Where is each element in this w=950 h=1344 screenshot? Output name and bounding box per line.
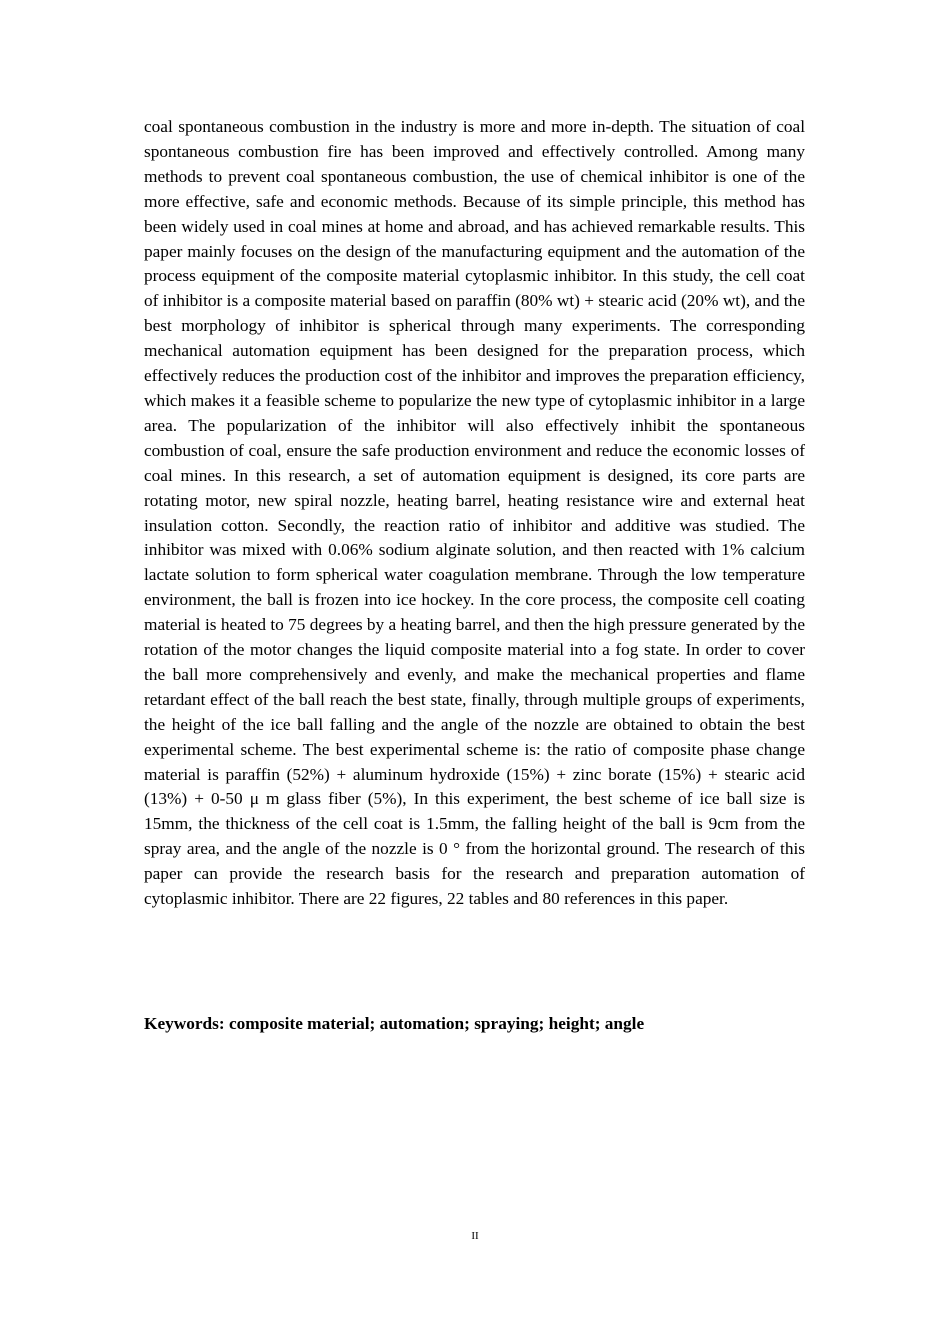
abstract-paragraph: coal spontaneous combustion in the industry is more and more in-depth. The situation of coal spontaneous combustion fire has been improved and effectively controlled. Among many methods to prevent coal spontaneous combustion, the use of chemical inhibitor is one of the more effective, safe and economic methods. Because of its simple principle, this method has been widely used in coal mines at home and abroad, and has achieved remarkable results. This paper mainly focuses on the design of the manufacturing equipment and the automation of the process equipment of the composite material cytoplasmic inhibitor. In this study, the cell coat of inhibitor is a composite material based on paraffin (80% wt) + stearic acid (20% wt), and the best morphology of inhibitor is spherical through many experiments. The corresponding mechanical automation equipment has been designed for the preparation process, which effectively reduces the production cost of the inhibitor and improves the preparation efficiency, which makes it a feasible scheme to popularize the new type of cytoplasmic inhibitor in a large area. The popularization of the inhibitor will also effectively inhibit the spontaneous combustion of coal, ensure the safe production environment and reduce the economic losses of coal mines. In this research, a set of automation equipment is designed, its core parts are rotating motor, new spiral nozzle, heating barrel, heating resistance wire and external heat insulation cotton. Secondly, the reaction ratio of inhibitor and additive was studied. The inhibitor was mixed with 0.06% sodium alginate solution, and then reacted with 1% calcium lactate solution to form spherical water coagulation membrane. Through the low temperature environment, the ball is frozen into ice hockey. In the core process, the composite cell coating material is heated to 75 degrees by a heating barrel, and then the high pressure generated by the rotation of the motor changes the liquid composite material into a fog state. In order to cover the ball more comprehensively and evenly, and make the mechanical properties and flame retardant effect of the ball reach the best state, finally, through multiple groups of experiments, the height of the ice ball falling and the angle of the nozzle are obtained to obtain the best experimental scheme. The best experimental scheme is: the ratio of composite phase change material is paraffin (52%) + aluminum hydroxide (15%) + zinc borate (15%) + stearic acid (13%) + 0-50 μ m glass fiber (5%), In this experiment, the best scheme of ice ball size is 15mm, the thickness of the cell coat is 1.5mm, the falling height of the ball is 9cm from the spray area, and the angle of the nozzle is 0 ° from the horizontal ground. The research of this paper can provide the research basis for the research and preparation automation of cytoplasmic inhibitor. There are 22 figures, 22 tables and 80 references in this paper. xyxy=(144,117,805,909)
keywords-line: Keywords: composite material; automation; spraying; height; angle xyxy=(144,1014,645,1033)
page-number: II xyxy=(471,1230,479,1242)
